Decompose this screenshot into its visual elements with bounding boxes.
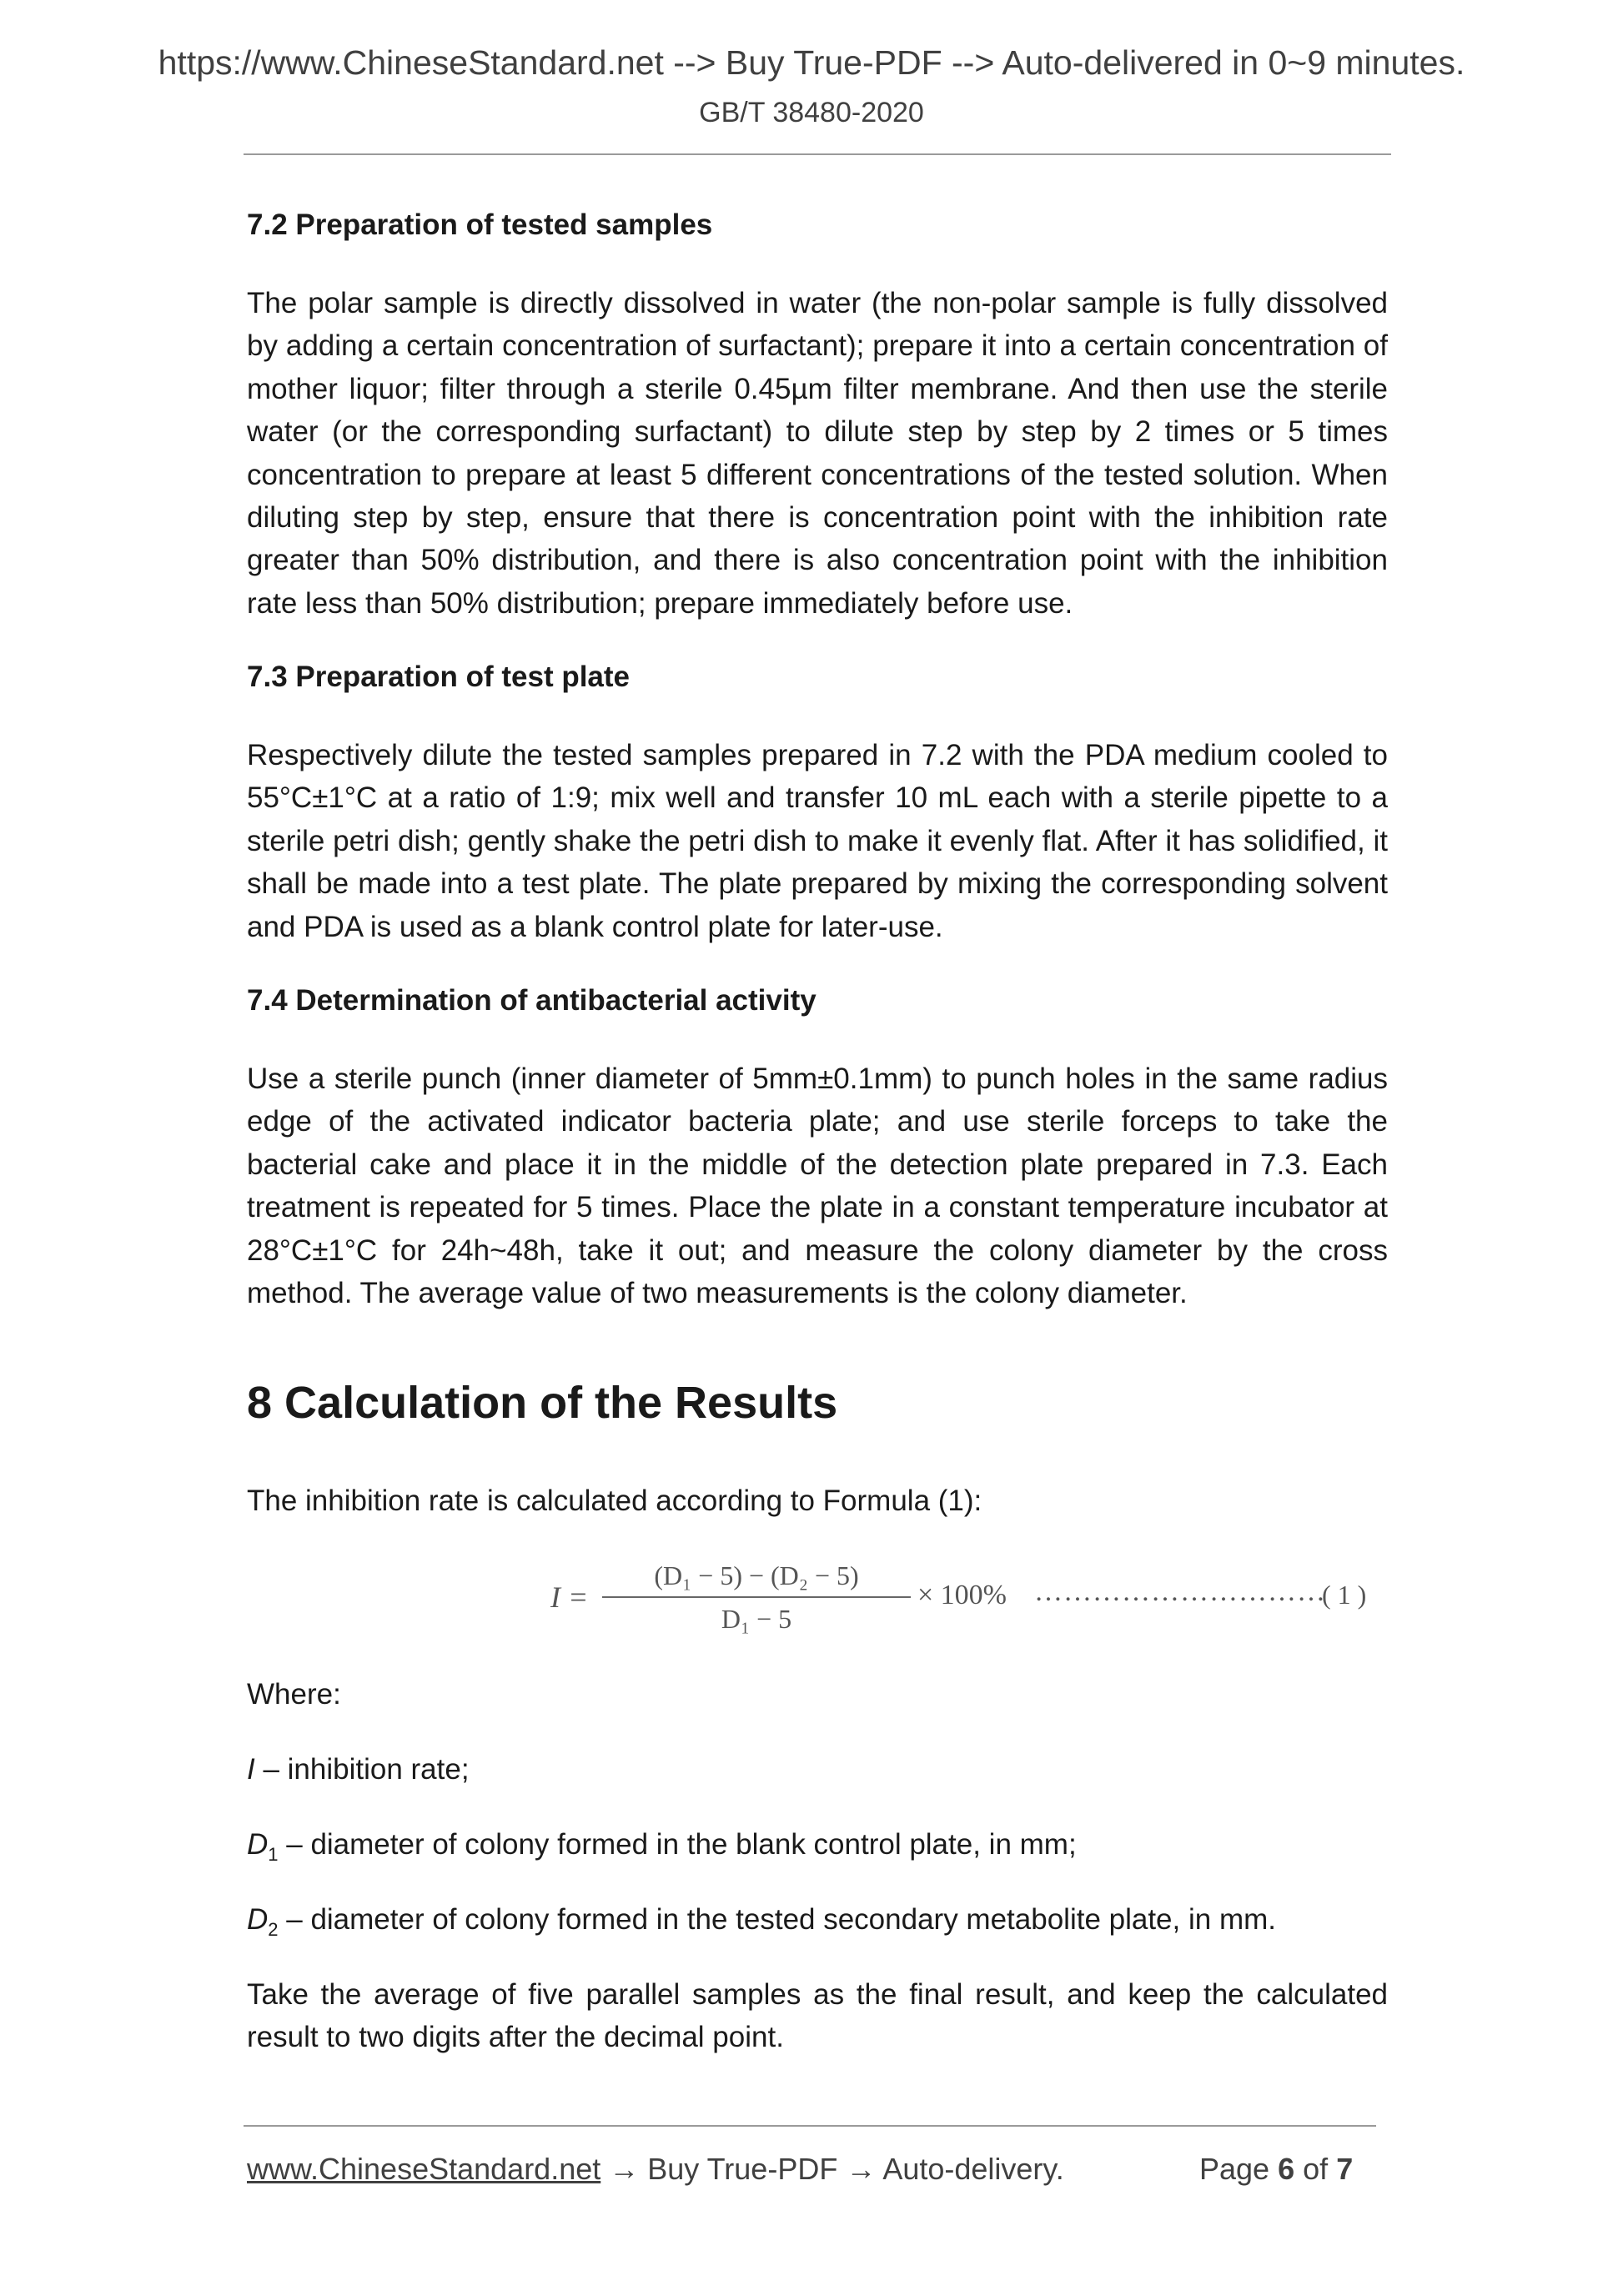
formula-multiplier: × 100%	[917, 1580, 1007, 1610]
formula-1	[550, 1558, 1384, 1641]
page-of: of	[1303, 2152, 1329, 2186]
definition-d1	[247, 1823, 1388, 1876]
page-label: Page	[1199, 2152, 1270, 2186]
paragraph: Use a sterile punch (inner diameter of 5mm±0.1mm) to punch holes in the same radius edge of the activated indicator bacteria plate; and use sterile forceps to take the bacterial cake and place it in the middle of the detection plate prepared in 7.3. Each treatment is repeated for 5 times. Place the plate in a constant temperature incubator at 28°C±1°C for 24h~48h, take it out; and measure the colony diameter by the cross method. The average value of two measurements is the colony diameter.	[247, 1063, 1388, 1310]
footer-tagline: → Buy True-PDF → Auto-delivery.	[600, 2152, 1064, 2186]
paragraph: The inhibition rate is calculated according to Formula (1):	[247, 1485, 982, 1517]
section-7-4-body	[247, 1058, 1388, 1314]
definition-i	[247, 1748, 1388, 1791]
formula-number: ( 1 )	[1322, 1580, 1367, 1610]
formula-numerator: (D₁ − 5) − (D₂ − 5)	[654, 1560, 859, 1590]
section-7-2-body	[247, 282, 1388, 625]
page-indicator	[1199, 2152, 1353, 2187]
section-7-2	[247, 207, 1388, 244]
section-heading: 7.2 Preparation of tested samples	[247, 208, 713, 241]
paragraph: Where:	[247, 1678, 341, 1711]
paragraph: Take the average of five parallel samples as the final result, and keep the calculated result to two digits after the decimal point.	[247, 1978, 1388, 2054]
footer-link-line	[247, 2152, 1064, 2187]
variable-symbol: D	[247, 1903, 269, 1936]
definition-text: – diameter of colony formed in the tested secondary metabolite plate, in mm.	[278, 1903, 1276, 1936]
definition-d2	[247, 1898, 1388, 1951]
section-heading: 7.3 Preparation of test plate	[247, 661, 631, 693]
variable-symbol: I	[247, 1753, 255, 1786]
section-7-3	[247, 659, 1388, 696]
variable-subscript: 2	[268, 1919, 279, 1940]
paragraph: Respectively dilute the tested samples prepared in 7.2 with the PDA medium cooled to 55°C±1°C at a ratio of 1:9; mix well and transfer 10 mL each with a sterile pipette to a sterile petri dish; gently shake the petri dish to make it evenly flat. After it has solidified, it shall be made into a test plate. The plate prepared by mixing the corresponding solvent and PDA is used as a blank control plate for later-use.	[247, 739, 1388, 943]
chapter-heading: 8 Calculation of the Results	[247, 1378, 838, 1428]
formula-intro	[247, 1480, 1388, 1522]
header-url-line: https://www.ChineseStandard.net --> Buy True-PDF --> Auto-delivered in 0~9 minutes.	[158, 43, 1465, 82]
formula-leader-dots: …………………………	[1034, 1576, 1326, 1607]
definition-text: – diameter of colony formed in the blank control plate, in mm;	[278, 1828, 1077, 1861]
section-heading: 7.4 Determination of antibacterial activity	[247, 984, 817, 1017]
footer-divider	[244, 2125, 1376, 2127]
formula-fraction	[602, 1558, 911, 1636]
definition-text: – inhibition rate;	[254, 1753, 470, 1786]
paragraph: The polar sample is directly dissolved in water (the non-polar sample is fully dissolved by adding a certain concentration of surfactant); prepare it into a certain concentration of mother liquor; filter through a sterile 0.45µm filter membrane. And then use the sterile water (or the corresponding surfactant) to dilute step by step by 2 times or 5 times concentration to prepare at least 5 different concentrations of the tested solution. When diluting step by step, ensure that there is concentration point with the inhibition rate greater than 50% distribution, and there is also concentration point with the inhibition rate less than 50% distribution; prepare immediately before use.	[247, 287, 1388, 620]
header-divider	[244, 153, 1391, 155]
variable-subscript: 1	[268, 1844, 279, 1865]
section-7-4	[247, 982, 1388, 1019]
fraction-bar	[602, 1596, 911, 1598]
formula-lhs: I =	[550, 1580, 589, 1614]
where-label	[247, 1673, 1388, 1716]
page-current: 6	[1278, 2152, 1295, 2186]
footer-site-link[interactable]: www.ChineseStandard.net	[247, 2152, 601, 2186]
section-8	[247, 1376, 1388, 1429]
section-7-3-body	[247, 734, 1388, 948]
page-total: 7	[1336, 2152, 1354, 2186]
variable-symbol: D	[247, 1828, 269, 1861]
standard-number: GB/T 38480-2020	[699, 97, 924, 128]
formula-denominator: D₁ − 5	[721, 1604, 792, 1634]
closing-paragraph	[247, 1973, 1388, 2059]
